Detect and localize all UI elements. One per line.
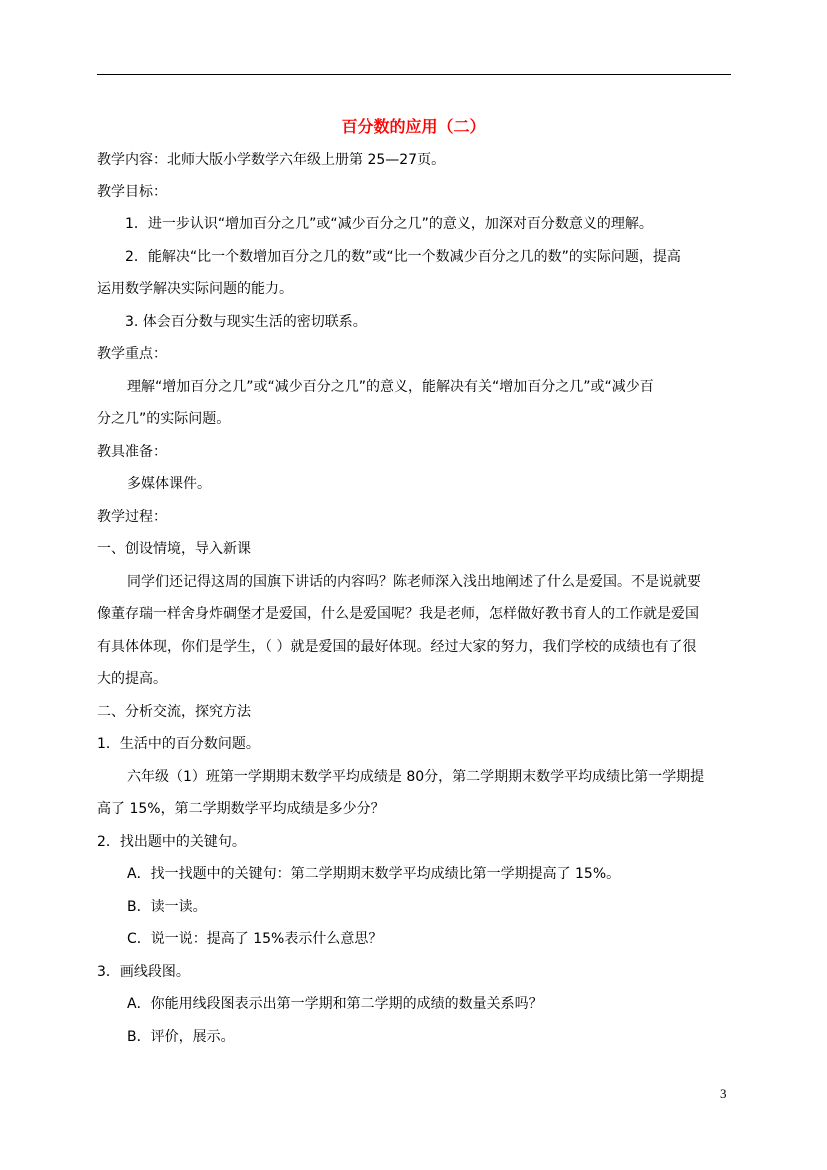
text-line: 有具体体现，你们是学生，（ ）就是爱国的最好体现。经过大家的努力，我们学校的成绩也有了很 — [97, 639, 697, 655]
section-heading: 教学目标： — [97, 184, 167, 200]
header-rule — [97, 74, 731, 75]
text-line: 3．画线段图。 — [97, 964, 190, 980]
page-number: 3 — [720, 1086, 727, 1101]
text-line: 多媒体课件。 — [127, 476, 211, 492]
text-line: 运用数学解决实际问题的能力。 — [97, 281, 293, 297]
text-line: 像董存瑞一样舍身炸碉堡才是爱国，什么是爱国呢？我是老师，怎样做好教书育人的工作就是爱国 — [97, 606, 699, 622]
section-heading: 二、分析交流，探究方法 — [97, 704, 251, 720]
text-line: A．找一找题中的关键句：第二学期期末数学平均成绩比第一学期提高了 15%。 — [127, 866, 621, 882]
text-line: 同学们还记得这周的国旗下讲话的内容吗？陈老师深入浅出地阐述了什么是爱国。不是说就要 — [127, 574, 701, 590]
text-line: B．评价，展示。 — [127, 1029, 235, 1045]
section-heading: 教学过程： — [97, 509, 167, 525]
text-line: A．你能用线段图表示出第一学期和第二学期的成绩的数量关系吗？ — [127, 996, 543, 1012]
text-line: C．说一说：提高了 15%表示什么意思？ — [127, 931, 383, 947]
text-line: 大的提高。 — [97, 671, 167, 687]
text-line: 1．进一步认识“增加百分之几”或“减少百分之几”的意义，加深对百分数意义的理解。 — [125, 216, 653, 232]
text-line: 理解“增加百分之几”或“减少百分之几”的意义，能解决有关“增加百分之几”或“减少百 — [127, 379, 654, 395]
text-line: 1．生活中的百分数问题。 — [97, 736, 260, 752]
section-heading: 教学重点： — [97, 346, 167, 362]
section-heading: 教具准备： — [97, 444, 167, 460]
document-title: 百分数的应用（二） — [341, 117, 486, 136]
text-line: 六年级（1）班第一学期期末数学平均成绩是 80分，第二学期期末数学平均成绩比第一学期提 — [127, 769, 705, 785]
text-line: 高了 15%，第二学期数学平均成绩是多少分？ — [97, 801, 385, 817]
text-line: 分之几”的实际问题。 — [97, 411, 231, 427]
text-line: 3. 体会百分数与现实生活的密切联系。 — [125, 314, 367, 330]
section-heading: 一、创设情境，导入新课 — [97, 541, 251, 557]
text-line: 2．能解决“比一个数增加百分之几的数”或“比一个数减少百分之几的数”的实际问题，提高 — [125, 249, 681, 265]
text-line: 教学内容：北师大版小学数学六年级上册第 25—27页。 — [97, 152, 446, 168]
text-line: B．读一读。 — [127, 899, 207, 915]
text-line: 2．找出题中的关键句。 — [97, 834, 246, 850]
